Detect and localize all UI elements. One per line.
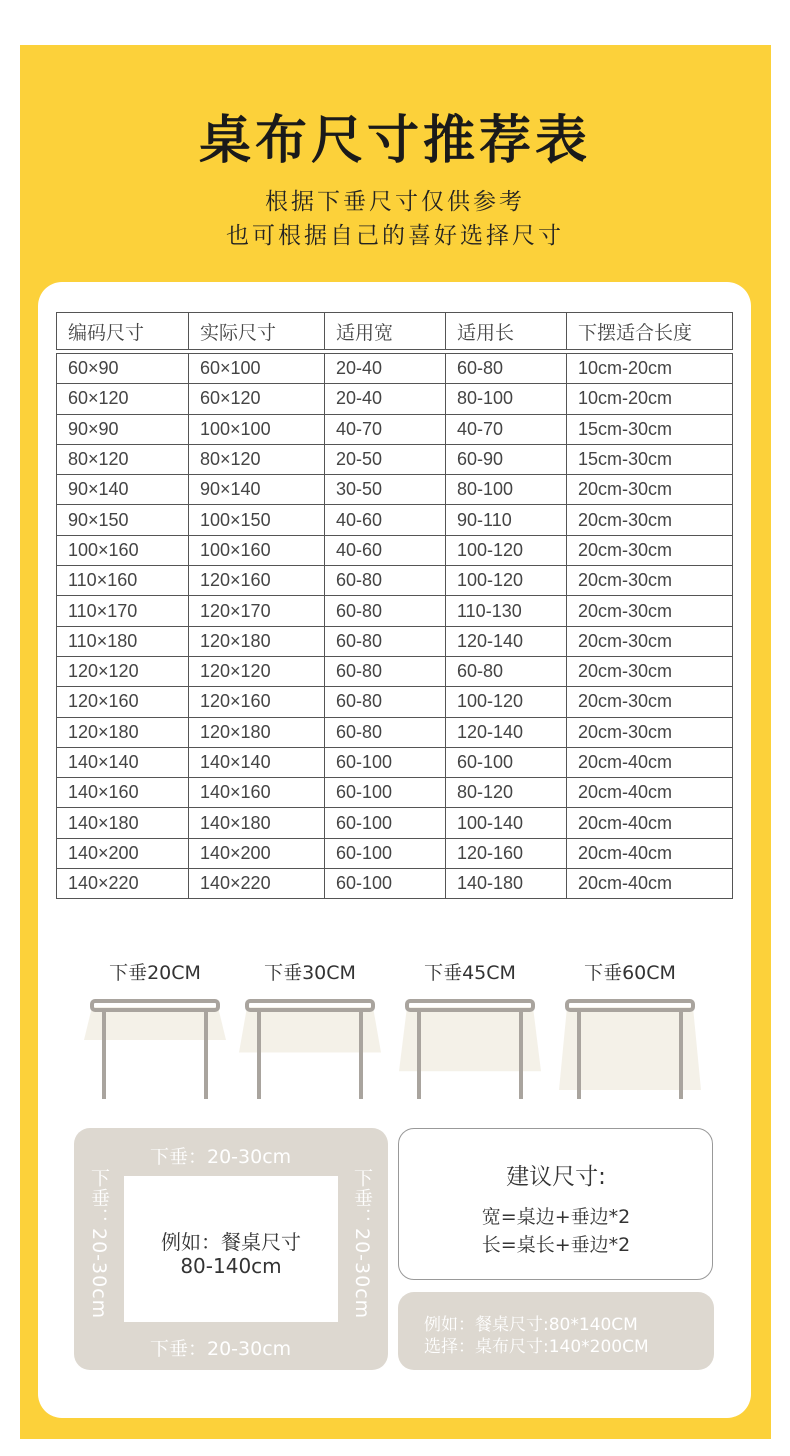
table-row	[57, 505, 733, 535]
drop-top-label: 下垂：20-30cm	[150, 1146, 292, 1168]
table-cell: 140×180	[57, 808, 189, 838]
table-cell: 120-160	[446, 838, 567, 868]
table-row	[57, 717, 733, 747]
table-cell: 140×140	[57, 747, 189, 777]
table-cell: 20cm-30cm	[567, 656, 733, 686]
table-cell: 60-100	[446, 747, 567, 777]
drop-label: 下垂45CM	[424, 962, 516, 984]
table-cell: 80×120	[189, 444, 325, 474]
table-cell: 60-80	[325, 656, 446, 686]
table-cell: 100×150	[189, 505, 325, 535]
table-cell: 60-80	[446, 656, 567, 686]
table-cell: 140×220	[189, 869, 325, 899]
table-row	[57, 596, 733, 626]
table-cell: 20-50	[325, 444, 446, 474]
table-row	[57, 656, 733, 686]
table-cell: 110×160	[57, 566, 189, 596]
table-cell: 20cm-40cm	[567, 838, 733, 868]
table-cell: 140×200	[57, 838, 189, 868]
table-body	[57, 350, 733, 899]
table-cell: 120×180	[57, 717, 189, 747]
table-cell: 60×100	[189, 354, 325, 384]
table-cell: 20cm-30cm	[567, 535, 733, 565]
column-header: 适用宽	[325, 313, 446, 350]
table-row	[57, 354, 733, 384]
table-cell: 90×140	[57, 475, 189, 505]
table-illustration	[235, 995, 385, 1105]
table-cell: 90×150	[57, 505, 189, 535]
table-illustration	[80, 995, 230, 1105]
table-cell: 60-80	[325, 566, 446, 596]
table-row	[57, 444, 733, 474]
drop-label: 下垂20CM	[109, 962, 201, 984]
table-illustration	[555, 995, 705, 1105]
table-cell: 60-100	[325, 808, 446, 838]
table-cell: 10cm-20cm	[567, 354, 733, 384]
table-cell: 110×180	[57, 626, 189, 656]
table-cell: 60×120	[57, 384, 189, 414]
table-cell: 20cm-30cm	[567, 566, 733, 596]
table-row	[57, 626, 733, 656]
table-top	[247, 1001, 373, 1010]
table-cell: 20-40	[325, 354, 446, 384]
column-header: 编码尺寸	[57, 313, 189, 350]
table-cell: 90-110	[446, 505, 567, 535]
table-cell: 15cm-30cm	[567, 444, 733, 474]
table-cell: 30-50	[325, 475, 446, 505]
table-cell: 20cm-40cm	[567, 869, 733, 899]
table-cell: 40-60	[325, 535, 446, 565]
table-header-row	[57, 313, 733, 350]
table-cell: 120×120	[57, 656, 189, 686]
table-cell: 100-120	[446, 687, 567, 717]
recommend-title: 建议尺寸:	[506, 1164, 606, 1190]
table-cell: 60-80	[325, 687, 446, 717]
table-cell: 60-80	[325, 596, 446, 626]
table-cell: 20cm-30cm	[567, 475, 733, 505]
table-cell: 20cm-30cm	[567, 505, 733, 535]
table-cell: 60-80	[325, 717, 446, 747]
table-row	[57, 808, 733, 838]
table-cell: 10cm-20cm	[567, 384, 733, 414]
table-cell: 100×160	[57, 535, 189, 565]
table-row	[57, 535, 733, 565]
table-cell: 100-120	[446, 566, 567, 596]
table-cell: 20cm-30cm	[567, 626, 733, 656]
table-cell: 20cm-40cm	[567, 747, 733, 777]
table-cell: 15cm-30cm	[567, 414, 733, 444]
table-cell: 40-70	[446, 414, 567, 444]
table-cell: 100-140	[446, 808, 567, 838]
column-header: 下摆适合长度	[567, 313, 733, 350]
table-cell: 80-100	[446, 384, 567, 414]
example-line-2: 选择：桌布尺寸:140*200CM	[424, 1337, 649, 1357]
table-cell: 140×140	[189, 747, 325, 777]
length-formula: 长=桌长+垂边*2	[481, 1234, 631, 1256]
table-cell: 140×160	[57, 778, 189, 808]
table-row	[57, 838, 733, 868]
table-row	[57, 384, 733, 414]
drop-bottom-label: 下垂：20-30cm	[150, 1338, 292, 1360]
example-text-line-1: 例如：餐桌尺寸	[161, 1230, 301, 1254]
width-formula: 宽=桌边+垂边*2	[481, 1206, 631, 1228]
drop-label: 下垂60CM	[584, 962, 676, 984]
subtitle-line-2: 也可根据自己的喜好选择尺寸	[226, 223, 564, 249]
drop-left-label: 下垂：20-30cm	[88, 1168, 110, 1320]
table-cell: 120×170	[189, 596, 325, 626]
subtitle-line-1: 根据下垂尺寸仅供参考	[265, 189, 525, 215]
table-cell: 60-80	[325, 626, 446, 656]
table-cell: 60-100	[325, 778, 446, 808]
table-cell: 140×180	[189, 808, 325, 838]
table-cell: 20-40	[325, 384, 446, 414]
table-cell: 60×90	[57, 354, 189, 384]
table-cell: 90×90	[57, 414, 189, 444]
table-cell: 120×120	[189, 656, 325, 686]
table-cell: 100-120	[446, 535, 567, 565]
table-cell: 20cm-30cm	[567, 687, 733, 717]
table-row	[57, 747, 733, 777]
table-cell: 120-140	[446, 626, 567, 656]
example-text-line-2: 80-140cm	[180, 1254, 282, 1278]
table-cell: 80×120	[57, 444, 189, 474]
column-header: 适用长	[446, 313, 567, 350]
table-cell: 90×140	[189, 475, 325, 505]
table-cell: 60×120	[189, 384, 325, 414]
table-cell: 120-140	[446, 717, 567, 747]
table-top	[567, 1001, 693, 1010]
table-cell: 60-100	[325, 838, 446, 868]
table-top	[92, 1001, 218, 1010]
table-cell: 40-70	[325, 414, 446, 444]
table-cell: 20cm-30cm	[567, 717, 733, 747]
table-cell: 110-130	[446, 596, 567, 626]
table-row	[57, 687, 733, 717]
table-row	[57, 566, 733, 596]
table-row	[57, 778, 733, 808]
table-cell: 60-100	[325, 869, 446, 899]
table-cell: 140×220	[57, 869, 189, 899]
table-cell: 140-180	[446, 869, 567, 899]
table-cell: 60-90	[446, 444, 567, 474]
drop-label: 下垂30CM	[264, 962, 356, 984]
column-header: 实际尺寸	[189, 313, 325, 350]
table-cell: 120×160	[189, 566, 325, 596]
table-row	[57, 869, 733, 899]
page-title: 桌布尺寸推荐表	[198, 111, 591, 171]
table-cell: 80-100	[446, 475, 567, 505]
table-row	[57, 475, 733, 505]
table-cell: 140×160	[189, 778, 325, 808]
table-cell: 100×160	[189, 535, 325, 565]
table-cell: 40-60	[325, 505, 446, 535]
table-cell: 100×100	[189, 414, 325, 444]
table-cell: 120×180	[189, 717, 325, 747]
table-top	[407, 1001, 533, 1010]
table-cell: 120×180	[189, 626, 325, 656]
table-row	[57, 414, 733, 444]
size-table	[56, 312, 733, 899]
table-cell: 140×200	[189, 838, 325, 868]
table-cell: 60-80	[446, 354, 567, 384]
table-cell: 20cm-40cm	[567, 778, 733, 808]
table-cell: 120×160	[189, 687, 325, 717]
table-cell: 20cm-30cm	[567, 596, 733, 626]
table-cell: 110×170	[57, 596, 189, 626]
table-illustration	[395, 995, 545, 1105]
table-cell: 80-120	[446, 778, 567, 808]
table-cell: 60-100	[325, 747, 446, 777]
example-line-1: 例如：餐桌尺寸:80*140CM	[424, 1315, 638, 1335]
drop-right-label: 下垂：20-30cm	[351, 1168, 373, 1320]
table-cell: 120×160	[57, 687, 189, 717]
table-cell: 20cm-40cm	[567, 808, 733, 838]
